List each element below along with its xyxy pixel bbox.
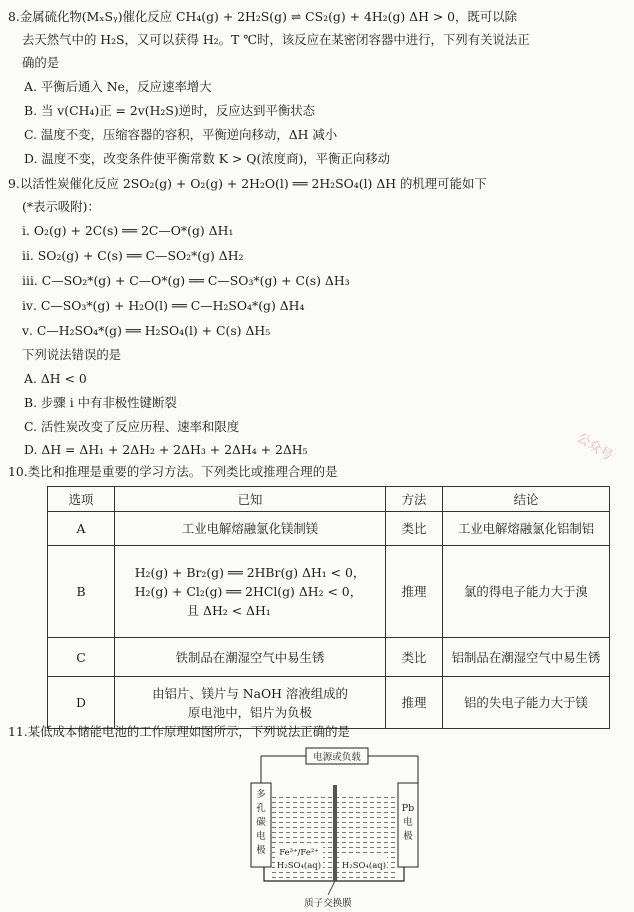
q9-step-1: ⅰ. O₂(g) + 2C(s) ══ 2C—O*(g) ΔH₁ [22,223,234,238]
known-line: 原电池中，铝片为负极 [188,704,312,720]
cell-known: 工业电解熔融氯化镁制镁 [115,512,386,546]
q9-step-5: ⅴ. C—H₂SO₄*(g) ══ H₂SO₄(l) + C(s) ΔH₅ [22,323,271,338]
right-electrode-label [402,803,414,842]
svg-text:碳: 碳 [256,817,266,828]
cell-known [115,677,386,729]
watermark: 公众号 [573,430,615,464]
known-line: 且 ΔH₂ < ΔH₁ [186,603,271,618]
table-header-row [48,487,610,512]
q8-option-b: B. 当 v(CH₄)正 = 2v(H₂S)逆时，反应达到平衡状态 [24,103,315,118]
q9-line-1: 9.以活性炭催化反应 2SO₂(g) + O₂(g) + 2H₂O(l) ══ 2H₂SO₄(l) ΔH 的机理可能如下 [8,176,487,191]
known-line: 由铝片、镁片与 NaOH 溶液组成的 [152,685,348,701]
cell-method: 推理 [386,677,443,729]
membrane-pointer [328,881,335,895]
svg-text:电: 电 [256,831,266,842]
comparison-table [47,486,610,729]
header-method: 方法 [386,487,443,512]
q9-step-3: ⅲ. C—SO₂*(g) + C—O*(g) ══ C—SO₃*(g) + C(s) ΔH₃ [22,273,350,288]
cell-method: 推理 [386,546,443,638]
q8-option-a: A. 平衡后通入 Ne，反应速率增大 [24,79,212,94]
svg-text:孔: 孔 [256,803,266,814]
cell-known: 铁制品在潮湿空气中易生锈 [115,638,386,677]
left-solution-ions: Fe³⁺/Fe²⁺ [279,848,319,858]
table-row [48,546,610,638]
table-row [48,512,610,546]
proton-exchange-membrane [333,785,337,881]
table-row [48,638,610,677]
svg-text:Pb: Pb [401,803,415,814]
q8-line-2: 去天然气中的 H₂S，又可以获得 H₂。T ℃时，该反应在某密闭容器中进行，下列有关说法正 [22,32,530,47]
svg-text:极: 极 [256,845,266,856]
q8-option-c: C. 温度不变，压缩容器的容积，平衡逆向移动，ΔH 减小 [24,127,338,142]
q9-step-2: ⅱ. SO₂(g) + C(s) ══ C—SO₂*(g) ΔH₂ [22,248,244,263]
known-line: H₂(g) + Cl₂(g) ══ 2HCl(g) ΔH₂ < 0， [134,584,363,599]
q8-line-1: 8.金属硫化物(MₓSᵧ)催化反应 CH₄(g) + 2H₂S(g) ⇌ CS₂(g) + 4H₂(g) ΔH > 0，既可以除 [8,9,517,24]
left-solution-acid: H₂SO₄(aq) [276,861,322,871]
header-known: 已知 [115,487,386,512]
cell-conclusion: 氯的得电子能力大于溴 [443,546,610,638]
svg-text:极: 极 [403,831,413,842]
cell-method: 类比 [386,512,443,546]
table-row [48,677,610,729]
svg-text:多: 多 [256,789,266,800]
cell-conclusion: 铝的失电子能力大于镁 [443,677,610,729]
q9-option-c: C. 活性炭改变了反应历程、速率和限度 [24,419,240,434]
q9-line-2: (*表示吸附)： [22,199,100,214]
q9-step-4: ⅳ. C—SO₃*(g) + H₂O(l) ══ C—H₂SO₄*(g) ΔH₄ [22,298,305,313]
q8-line-3: 确的是 [22,55,60,70]
header-conclusion: 结论 [443,487,610,512]
header-option: 选项 [48,487,115,512]
q9-option-d: D. ΔH = ΔH₁ + 2ΔH₂ + 2ΔH₃ + 2ΔH₄ + 2ΔH₅ [24,442,308,457]
cell-known [115,546,386,638]
cell-option: D [48,677,115,729]
right-solution-acid: H₂SO₄(aq) [341,861,387,871]
q11-line-1: 11.某低成本储能电池的工作原理如图所示，下列说法正确的是 [8,724,350,739]
cell-method: 类比 [386,638,443,677]
battery-diagram-svg [244,745,440,909]
membrane-label: 质子交换膜 [304,898,352,909]
cell-conclusion: 铝制品在潮湿空气中易生锈 [443,638,610,677]
q9-option-b: B. 步骤 ⅰ 中有非极性键断裂 [24,395,177,410]
left-electrode-label [256,788,266,856]
power-or-load-label: 电源或负载 [313,752,361,763]
cell-option: C [48,638,115,677]
cell-conclusion: 工业电解熔融氯化铝制铝 [443,512,610,546]
battery-diagram [244,745,440,909]
known-line: H₂(g) + Br₂(g) ══ 2HBr(g) ΔH₁ < 0， [134,565,366,580]
cell-option: A [48,512,115,546]
q10-line-1: 10.类比和推理是重要的学习方法。下列类比或推理合理的是 [8,464,338,479]
q8-option-d: D. 温度不变，改变条件使平衡常数 K > Q(浓度商)，平衡正向移动 [24,151,391,166]
q9-prompt: 下列说法错误的是 [22,347,122,362]
svg-text:电: 电 [403,817,413,828]
cell-option: B [48,546,115,638]
q9-option-a: A. ΔH < 0 [24,371,87,386]
